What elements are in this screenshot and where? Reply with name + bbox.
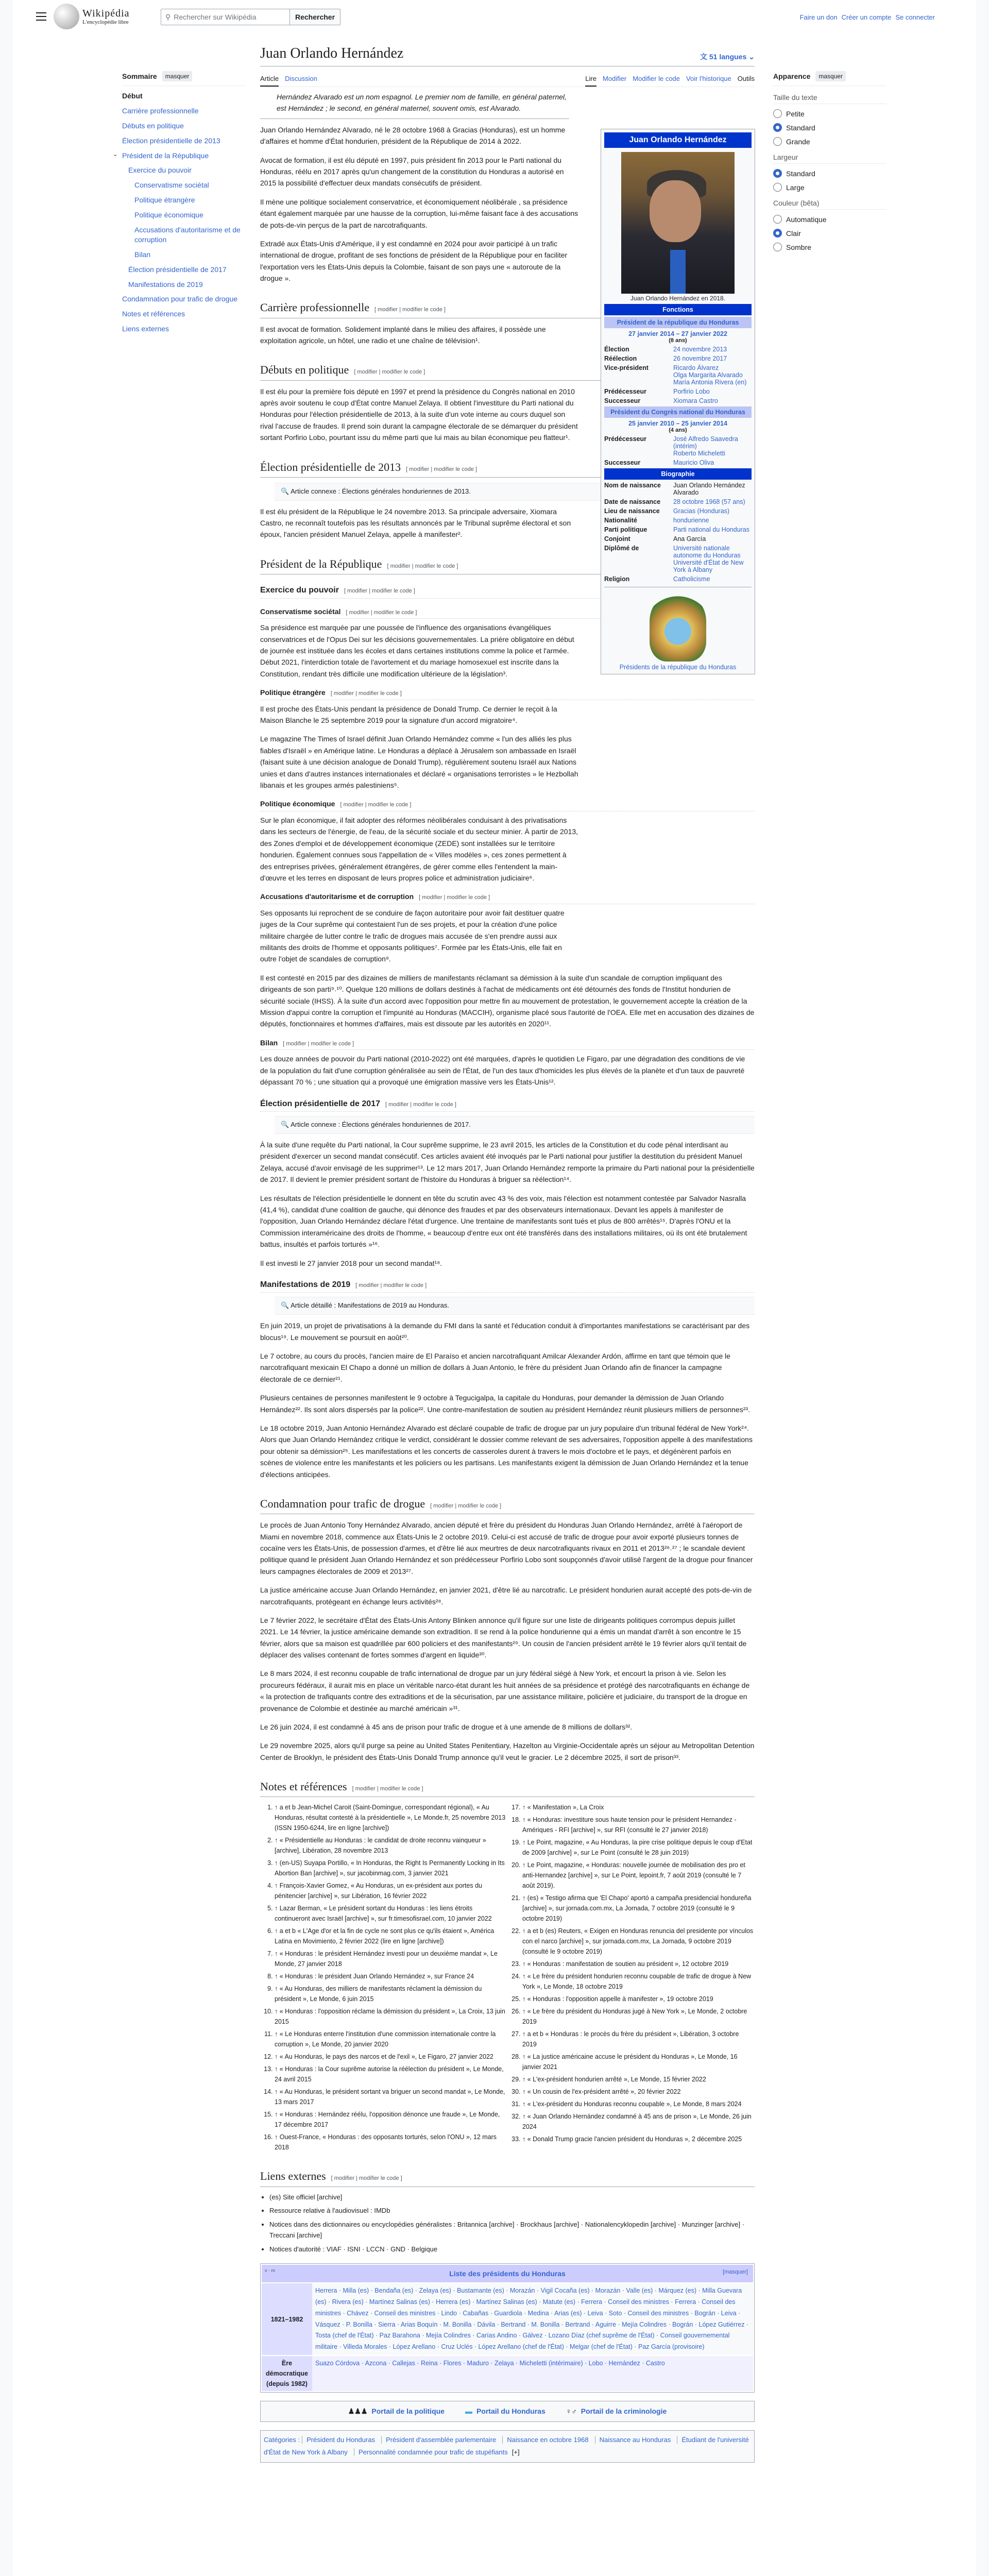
infobox-row xyxy=(604,575,752,583)
reference-item: 33. ↑ « Donald Trump gracie l'ancien président du Honduras », 2 décembre 2025 xyxy=(522,2134,755,2144)
navbox-row xyxy=(262,2283,753,2355)
language-button[interactable]: 文 51 langues ⌄ xyxy=(700,52,755,61)
category-link[interactable]: Naissance en octobre 1968 xyxy=(502,2436,592,2444)
infobox-label: Nom de naissance xyxy=(604,482,661,489)
infobox-row xyxy=(604,507,752,515)
infobox-row xyxy=(604,459,752,466)
radio-label: Standard xyxy=(786,123,815,132)
toc-item[interactable]: Liens externes xyxy=(122,325,169,333)
navbox-presidents xyxy=(260,2263,755,2393)
paragraph: Le magazine The Times of Israel définit Juan Orlando Hernández comme « l'un des alliés les plus fiables d'Israël » en Amérique latine. Le Honduras a déplacé à Jérusalem son ambassade en Israël (faisant suite à une décision analogue de Donald Trump), régulièrement soutenu Israël aux Nations unies et dans d'autres instances internationales et déclaré « organisations terroristes » le Hezbollah libanais et les groupes armés palestiniens⁵. xyxy=(260,735,578,789)
radio-button[interactable] xyxy=(773,229,782,238)
paragraph: Le 26 juin 2024, il est condamné à 45 ans de prison pour trafic de drogue et à une amende de 8 millions de dollars³². xyxy=(260,1723,633,1732)
reference-item: 4. ↑ François-Xavier Gomez, « Au Honduras, un ex-président aux portes du pénitencier [archive] », sur Libération, 16 février 2022 xyxy=(275,1880,507,1901)
wikipedia-logo[interactable] xyxy=(54,4,130,29)
section-title: Conservatisme sociétal xyxy=(260,607,341,616)
portal-label[interactable]: Portail du Honduras xyxy=(476,2407,545,2416)
toc-item[interactable]: Accusations d'autoritarisme et de corruption xyxy=(134,226,241,244)
radio-option[interactable] xyxy=(773,243,886,251)
edit-links[interactable]: [ modifier | modifier le code ] xyxy=(419,894,490,901)
toc-item[interactable]: ⌄ Président de la République xyxy=(113,151,209,160)
paragraph: Sur le plan économique, il fait adopter des réformes néolibérales conduisant à des privatisations dans les secteurs de l'énergie, de l'eau, de la sécurité sociale et du secteur minier. À partir de 2013, des Zones d'emploi et de développement économique (ZEDE) sont installées sur le territoire hondurien. Également connues sous l'appellation de « Villes modèles », ces zones permettent à des entreprises privées, généralement étrangères, de gérer comme elles l'entendent la main-d'œuvre et les terres en disposant de leurs propres police et administration judiciaire⁶. xyxy=(260,816,578,882)
paragraph: Le 18 octobre 2019, Juan Antonio Hernández Alvarado est déclaré coupable de trafic de drogue par un jury populaire d'un tribunal fédéral de New York²⁴. Alors que Juan Orlando Hernández critique le verdict, considérant le dossier comme relevant de ses adversaires, l'opposition appelle à des manifestations pour obtenir sa démission²⁵. Les manifestations et les concerts de casseroles durent à travers le mois d'octobre et le pays, et dégénèrent parfois en scènes de violence entre les manifestants et les policiers ou les partisans. Les manifestants exigent la démission de Juan Orlando Hernández et la tenue d'élections anticipées. xyxy=(260,1424,753,1479)
paragraph: Les résultats de l'élection présidentielle le donnent en tête du scrutin avec 43 % des voix, mais l'élection est notamment contestée par Salvador Nasralla (41,4 %), candidat d'une coalition de gauche, qui dénonce des fraudes et par des observateurs internationaux. Devant les appels à manifester de l'opposition, Juan Orlando Hernández déclare l'état d'urgence. Une trentaine de manifestants sont tués et plus de 800 arrêtés¹⁵. D'après l'ONU et la Commission interaméricaine des droits de l'homme, « beaucoup d'entre eux ont été transférés dans des installations militaires, où ils ont été brutalement battus, insultés et parfois torturés »¹⁶. xyxy=(260,1194,747,1249)
infobox-title: Juan Orlando Hernández xyxy=(604,132,752,148)
office-title[interactable]: Président du Congrès national du Honduras xyxy=(604,406,752,418)
navbox-group-label: Ère démocratique (depuis 1982) xyxy=(262,2356,312,2391)
infobox-section-functions: Fonctions xyxy=(604,304,752,315)
infobox-value: Juan Orlando Hernández Alvarado xyxy=(673,482,745,496)
infobox-row xyxy=(604,545,752,573)
logo-subtitle: L'encyclopédie libre xyxy=(82,19,129,25)
translate-icon: 文 xyxy=(700,53,707,61)
reference-item: 20. ↑ Le Point, magazine, « Honduras: nouvelle journée de mobilisation des pro et anti-Hernandez [archive] », sur Le Point, lepoint.fr, 7 août 2019 (consulté le 7 août 2019). xyxy=(522,1860,755,1891)
toc-item[interactable]: Carrière professionnelle xyxy=(122,106,199,115)
infobox-label: Lieu de naissance xyxy=(604,507,660,515)
globe-icon xyxy=(54,4,79,29)
reference-item: 13. ↑ « Honduras : la Cour suprême autorise la réélection du président », Le Monde, 24 avril 2015 xyxy=(275,2064,507,2084)
criminology-portal-icon: ♀♂ xyxy=(566,2407,577,2416)
infobox-value[interactable]: hondurienne xyxy=(673,517,709,524)
section-heading: Notes et références xyxy=(260,1780,347,1793)
paragraph: Il est contesté en 2015 par des dizaines de milliers de manifestants réclamant sa démission à la suite d'un scandale de corruption impliquant des dirigeants de son parti⁹˒¹⁰. Quelque 120 millions de dollars destinés à l'achat de médicaments ont été détournés des fonds de l'Institut hondurien de sécurité sociale (IHSS). À la suite d'un accord avec l'opposition pour mettre fin au mouvement de protestation, le gouvernement accepte la création de la Mission d'appui contre la corruption et l'impunité au Honduras (MACCIH), organisme placé sous l'autorité de l'OEA. Elle met en accusation des dizaines de députés, fonctionnaires et hommes d'affaires, mais est dissoute par les autorités en 2020¹¹. xyxy=(260,973,755,1028)
related-article-note xyxy=(275,1297,755,1315)
reference-item: 17. ↑ « Manifestation », La Croix xyxy=(522,1802,755,1812)
reference-item: 7. ↑ « Honduras : le président Hernández investi pour un deuxième mandat », Le Monde, 27 janvier 2018 xyxy=(275,1948,507,1969)
portal-label[interactable]: Portail de la criminologie xyxy=(581,2407,667,2416)
external-link-item[interactable]: • Notices d'autorité : VIAF · ISNI · LCCN · GND · Belgique xyxy=(269,2244,755,2255)
tab-action[interactable]: Modifier xyxy=(602,75,627,82)
reference-item: 12. ↑ « Au Honduras, le pays des narcos et de l'exil », Le Figaro, 27 janvier 2022 xyxy=(275,2052,507,2062)
paragraph: Il est investi le 27 janvier 2018 pour un second mandat¹⁸. xyxy=(260,1259,442,1267)
infobox-value[interactable]: 26 novembre 2017 xyxy=(673,355,727,362)
search-form xyxy=(161,9,340,25)
paragraph: Il est proche des États-Unis pendant la présidence de Donald Trump. Ce dernier le reçoit à la Maison Blanche le 25 septembre 2019 pour la signature d'un accord migratoire⁴. xyxy=(260,704,557,725)
infobox-label: Vice-président xyxy=(604,364,649,371)
page-title: Juan Orlando Hernández xyxy=(260,45,404,61)
infobox-row xyxy=(604,526,752,533)
category-link[interactable]: Président du Honduras xyxy=(302,2436,379,2444)
user-link[interactable]: Créer un compte xyxy=(841,13,892,21)
tab-discussion[interactable]: Discussion xyxy=(285,75,317,82)
section-heading xyxy=(260,891,755,904)
toc-title: Sommaire xyxy=(122,72,157,80)
toc-item[interactable]: Début xyxy=(122,92,143,100)
infobox-label: Religion xyxy=(604,575,630,583)
politics-portal-icon: ♟♟♟ xyxy=(348,2407,368,2416)
user-link[interactable]: Se connecter xyxy=(895,13,935,21)
section-heading xyxy=(260,1097,755,1112)
edit-links[interactable]: [ modifier | modifier le code ] xyxy=(430,1502,502,1509)
paragraph: En juin 2019, un projet de privatisations à la demande du FMI dans la santé et l'éducation conduit à d'importantes manifestations se caractérisant par des blocus¹⁹. Le mouvement se poursuit en août²⁰. xyxy=(260,1321,750,1342)
infobox-value[interactable]: Ricardo Álvarez Olga Margarita Alvarado María Antonia Rivera (en) xyxy=(673,364,747,386)
paragraph: Il mène une politique socialement conservatrice, et économiquement néolibérale , sa présidence étant également marquée par une hausse de la corruption, lui-même faisant face à des accusations de pots-de-vin perçus de la part de narcotrafiquants. xyxy=(260,197,578,229)
toc-item[interactable]: Notes et références xyxy=(122,310,185,318)
toc-item[interactable]: Exercice du pouvoir xyxy=(128,166,192,175)
section-title: Exercice du pouvoir xyxy=(260,585,339,595)
toc-item[interactable]: Débuts en politique xyxy=(122,121,184,130)
section-title: Condamnation pour trafic de drogue xyxy=(260,1497,425,1510)
paragraph: Il est élu pour la première fois député en 1997 et prend la présidence du Congrès national en 2010 après avoir soutenu le coup d'État contre Manuel Zelaya. Il obtient l'investiture du Parti national du Honduras pour l'élection présidentielle de 2013, à la suite d'un vote interne au cours duquel son rival l'accuse de fraudes. Il prend soin durant la campagne électorale de se démarquer du président sortant Porfirio Lobo, pourtant issu du même parti que lui mais au bilan économique peu flatteur¹. xyxy=(260,387,578,442)
radio-button[interactable] xyxy=(773,123,782,132)
categories-expand-button[interactable]: [+] xyxy=(511,2448,520,2456)
paragraph: Le 29 novembre 2025, alors qu'il purge sa peine au United States Penitentiary, Hazelton au Virginie-Occidentale après un séjour au Metropolitan Detention Center de Brooklyn, le président des États-Unis Donald Trump annonce qu'il veut le gracier. Le 2 décembre 2025, il sort de prison³³. xyxy=(260,1741,755,1761)
reference-item: 14. ↑ « Au Honduras, le président sortant va briguer un second mandat », Le Monde, 13 mars 2017 xyxy=(275,2087,507,2107)
paragraph: Le 7 février 2022, le secrétaire d'État des États-Unis Antony Blinken annonce qu'il figure sur une liste de dirigeants politiques corrompus depuis juillet 2021. Le 14 février, la justice américaine demande son extradition. Il se rend à la police hondurienne qui a émis un mandat d'arrêt à son encontre le 15 février, alors que sa maison est quadrillée par 600 policiers et des manifestants²⁹. Un cousin de l'ancien président arrêté le 19 février alors qu'il tentait de déplacer des valises contenant de fortes sommes d'argent en liquide³⁰. xyxy=(260,1616,747,1659)
chevron-down-icon[interactable]: ⌄ xyxy=(113,151,118,158)
infobox-label: Parti politique xyxy=(604,526,647,533)
page xyxy=(13,0,976,2576)
related-article-text[interactable]: Article connexe : Élections générales honduriennes de 2017. xyxy=(291,1121,471,1129)
external-link-item[interactable]: • (es) Site officiel [archive] xyxy=(269,2192,755,2203)
infobox-value[interactable]: Mauricio Oliva xyxy=(673,459,714,466)
edit-links[interactable]: [ modifier | modifier le code ] xyxy=(406,466,478,472)
radio-label: Sombre xyxy=(786,243,812,251)
reference-item: 6. ↑ a et b « L'Age d'or et la fin de cycle ne sont plus ce qu'ils étaient », América Latina en Movimiento, 2 février 2022 (lire en ligne [archive]) xyxy=(275,1926,507,1946)
toc-item[interactable]: Conservatisme sociétal xyxy=(134,181,209,190)
toc-item[interactable]: Politique économique xyxy=(134,211,203,219)
infobox-value[interactable]: Gracias (Honduras) xyxy=(673,507,730,515)
tab-action[interactable]: Voir l'historique xyxy=(686,75,731,82)
reference-item: 23. ↑ « Honduras : manifestation de soutien au président », 12 octobre 2019 xyxy=(522,1959,755,1969)
reference-item: 21. ↑ (es) « Testigo afirma que 'El Chapo' aportó a campaña presidencial hondureña [archive] », sur jornada.com.mx, La Jornada, 7 octobre 2019 (consulté le 9 octobre 2019) xyxy=(522,1893,755,1924)
navbox-vm-links[interactable]: v · m xyxy=(265,2267,275,2273)
reference-item: 30. ↑ « Un cousin de l'ex-président arrêté », 20 février 2022 xyxy=(522,2087,755,2097)
radio-button[interactable] xyxy=(773,183,782,192)
category-link[interactable]: Président d'assemblée parlementaire xyxy=(381,2436,500,2444)
radio-button[interactable] xyxy=(773,109,782,118)
toc-item[interactable]: Politique étrangère xyxy=(134,196,195,205)
edit-links[interactable]: [ modifier | modifier le code ] xyxy=(283,1040,354,1047)
reference-item: 2. ↑ « Présidentielle au Honduras : le candidat de droite reconnu vainqueur » [archive], Libération, 28 novembre 2013 xyxy=(275,1835,507,1856)
edit-links[interactable]: [ modifier | modifier le code ] xyxy=(331,2175,402,2182)
page-tabs xyxy=(260,66,755,87)
infobox-row xyxy=(604,364,752,386)
infobox-row xyxy=(604,435,752,457)
edit-links[interactable]: [ modifier | modifier le code ] xyxy=(330,690,402,697)
infobox-label: Date de naissance xyxy=(604,498,661,505)
paragraph: Juan Orlando Hernández Alvarado, né le 28 octobre 1968 à Gracias (Honduras), est un homme d'affaires et homme d'État hondurien, président de la République de 2014 à 2022. xyxy=(260,125,566,146)
infobox-value[interactable]: José Alfredo Saavedra (intérim) Roberto Micheletti xyxy=(673,435,738,457)
radio-option[interactable] xyxy=(773,183,886,192)
magnifier-icon: 🔍 xyxy=(281,1121,291,1129)
section-title: Manifestations de 2019 xyxy=(260,1280,351,1289)
infobox-value: Ana García xyxy=(673,535,706,543)
search-placeholder: Rechercher sur Wikipédia xyxy=(174,13,257,21)
navbox-title[interactable]: Liste des présidents du Honduras xyxy=(449,2269,566,2278)
reference-item: 24. ↑ « Le frère du président hondurien reconnu coupable de trafic de drogue à New York », Le Monde, 18 octobre 2019 xyxy=(522,1971,755,1992)
navbox-group-label: 1821–1982 xyxy=(262,2283,312,2355)
infobox-label: Successeur xyxy=(604,459,641,466)
paragraph: La justice américaine accuse Juan Orlando Hernández, en janvier 2021, d'être lié au narcotrafic. Le président hondurien aurait accepté des pots-de-vin de narcotrafiquants, protégeant en échange leurs activités²⁸. xyxy=(260,1586,752,1606)
reference-item: 10. ↑ « Honduras : l'opposition réclame la démission du président », La Croix, 13 juin 2015 xyxy=(275,2006,507,2027)
section-heading: Liens externes xyxy=(260,2170,326,2183)
section-heading xyxy=(260,1278,755,1293)
edit-links[interactable]: [ modifier | modifier le code ] xyxy=(346,609,417,616)
infobox-row xyxy=(604,355,752,362)
honduras-flag-icon: ▬ xyxy=(465,2407,472,2416)
toc-item[interactable]: Manifestations de 2019 xyxy=(128,280,203,289)
appearance-panel xyxy=(773,71,886,257)
infobox-row xyxy=(604,388,752,395)
section-title: Élection présidentielle de 2017 xyxy=(260,1099,380,1108)
infobox-footer-link[interactable]: Présidents de la république du Honduras xyxy=(619,664,737,671)
paragraph: Les douze années de pouvoir du Parti national (2010-2022) ont été marquées, d'après le quotidien Le Figaro, par une dégradation des conditions de vie de la population du fait d'une corruption généralisée au sein de l'État, de l'un des taux d'homicides les plus élevés de la planète et d'un taux de pauvreté dépassant 70 % ; une situation qui a provoqué une émigration massive vers les États-Unis¹². xyxy=(260,1055,745,1087)
main-menu-icon[interactable] xyxy=(36,12,46,21)
section-title: Accusations d'autoritarisme et de corruption xyxy=(260,892,414,901)
external-link-item[interactable]: • Notices dans des dictionnaires ou encyclopédies généralistes : Britannica [archive] · Brockhaus [archive] · Nationalencyklopedin [archive] · Munzinger [archive] · Treccani [archive] xyxy=(269,2219,755,2241)
category-link[interactable]: Étudiant de l'université d'État de New York à Albany xyxy=(264,2435,749,2456)
option-group-label: Largeur xyxy=(773,151,886,164)
navbox-list[interactable]: Suazo Córdova · Azcona · Callejas · Reina · Flores · Maduro · Zelaya · Micheletti (intérimaire) · Lobo · Hernández · Castro xyxy=(312,2356,753,2391)
category-link[interactable]: Naissance au Honduras xyxy=(595,2436,675,2444)
infobox-label: Réélection xyxy=(604,355,637,362)
radio-option[interactable] xyxy=(773,229,886,238)
reference-item: 15. ↑ « Honduras : Hernández réélu, l'opposition dénonce une fraude », Le Monde, 17 décembre 2017 xyxy=(275,2109,507,2130)
infobox-label: Conjoint xyxy=(604,535,630,543)
reference-item: 27. ↑ a et b « Honduras : le procès du frère du président », Libération, 3 octobre 2019 xyxy=(522,2029,755,2049)
infobox-value[interactable]: Parti national du Honduras xyxy=(673,526,750,533)
radio-option[interactable] xyxy=(773,123,886,132)
reference-item: 11. ↑ « Le Honduras enterre l'institution d'une commission internationale contre la corruption », Le Monde, 20 janvier 2020 xyxy=(275,2029,507,2049)
edit-links[interactable]: [ modifier | modifier le code ] xyxy=(374,307,446,313)
reference-item: 25. ↑ « Honduras : l'opposition appelle à manifester », 19 octobre 2019 xyxy=(522,1994,755,2004)
portal-link[interactable] xyxy=(348,2405,445,2417)
section-title: Bilan xyxy=(260,1038,278,1047)
search-button[interactable]: Rechercher xyxy=(289,9,340,25)
reference-item: 29. ↑ « L'ex-président hondurien arrêté », Le Monde, 15 février 2022 xyxy=(522,2074,755,2084)
reference-item: 26. ↑ « Le frère du président du Honduras jugé à New York », Le Monde, 2 octobre 2019 xyxy=(522,2006,755,2027)
related-article-note xyxy=(275,1116,755,1134)
section-title: Politique économique xyxy=(260,800,335,808)
infobox-row xyxy=(604,397,752,404)
infobox-value[interactable]: Université nationale autonome du Honduras Université d'État de New York à Albany xyxy=(673,545,744,573)
section-title: Débuts en politique xyxy=(260,363,349,377)
edit-links[interactable]: [ modifier | modifier le code ] xyxy=(354,369,425,376)
section-title: Président de la République xyxy=(260,557,382,570)
infobox-label: Successeur xyxy=(604,397,641,404)
appearance-hide-button[interactable]: masquer xyxy=(815,71,846,81)
radio-option[interactable] xyxy=(773,169,886,178)
office-title[interactable]: Président de la république du Honduras xyxy=(604,317,752,328)
office-duration: (4 ans) xyxy=(669,427,687,433)
radio-label: Grande xyxy=(786,137,810,146)
infobox-value[interactable]: Catholicisme xyxy=(673,575,710,583)
radio-label: Automatique xyxy=(786,215,827,224)
section-heading xyxy=(260,1037,755,1050)
category-link[interactable]: Personnalité condamnée pour trafic de stupéfiants xyxy=(354,2448,512,2456)
paragraph: Ses opposants lui reprochent de se conduire de façon autoritaire pour avoir fait destituer quatre juges de la Cour suprême qui contestaient l'un de ses projets, et pour la création d'une police militaire chargée de lutter contre le trafic de drogues mais accusée de s'en prendre aussi aux militants des droits de l'homme et opposants politiques⁷. Formée par les États-Unis, elle fait en outre l'objet de scandales de corruption⁸. xyxy=(260,908,565,963)
infobox-row xyxy=(604,482,752,496)
portrait-caption: Juan Orlando Hernández en 2018. xyxy=(630,295,726,302)
section-heading xyxy=(260,798,755,811)
section-title: Carrière professionnelle xyxy=(260,301,369,314)
infobox-row xyxy=(604,517,752,524)
section-title: Politique étrangère xyxy=(260,688,326,697)
radio-button[interactable] xyxy=(773,169,782,178)
portals-bar xyxy=(260,2401,755,2421)
reference-item: 16. ↑ Ouest-France, « Honduras : des opposants torturés, selon l'ONU », 12 mars 2018 xyxy=(275,2132,507,2153)
section-title: Élection présidentielle de 2013 xyxy=(260,460,401,473)
paragraph: Plusieurs centaines de personnes manifestent le 9 octobre à Tegucigalpa, la capitale du Honduras, pour demander la démission de Juan Orlando Hernández²². Ils sont alors dispersés par la police²². Une contre-manifestation de soutien au président Hernández réunit plusieurs milliers de personnes²³. xyxy=(260,1394,750,1414)
paragraph: Il est élu président de la République le 24 novembre 2013. Sa principale adversaire, Xiomara Castro, ne reconnaît toutefois pas les résultats annoncés par le Tribunal suprême électoral et son époux, l'ancien président Manuel Zelaya, appelle à manifester². xyxy=(260,507,571,539)
edit-links[interactable]: [ modifier | modifier le code ] xyxy=(387,563,458,569)
toc-item[interactable]: Élection présidentielle de 2013 xyxy=(122,136,220,145)
portal-link[interactable] xyxy=(465,2405,545,2417)
reference-item: 3. ↑ (en-US) Suyapa Portillo, « In Honduras, the Right Is Permanently Locking in Its Abortion Ban [archive] », sur jacobinmag.com, 3 janvier 2021 xyxy=(275,1858,507,1878)
edit-links[interactable]: [ modifier | modifier le code ] xyxy=(355,1282,427,1289)
infobox-value[interactable]: Porfirio Lobo xyxy=(673,388,710,395)
paragraph: Extradé aux États-Unis d'Amérique, il y est condamné en 2024 pour avoir participé à un trafic international de drogue, profitant de ses fonctions de président de la République pour en faciliter l'exportation vers les États-Unis depuis la Colombie, faisant de son pays une « autoroute de la drogue ». xyxy=(260,239,568,283)
search-icon: ⚲ xyxy=(165,12,171,21)
paragraph: Le 8 mars 2024, il est reconnu coupable de trafic international de drogue par un jury fédéral siégé à New York, et encourt la prison à vie. Selon les procureurs fédéraux, il aurait mis en place un véritable narco-état durant les huit années de sa présidence et protégé des narcotrafiquants en échange de « la protection de trafiquants contre des extraditions et de la sécurisation, par une assistance militaire, policière et judiciaire, du transport de la drogue en provenance de Colombie et destinée au marché américain »³¹. xyxy=(260,1669,750,1713)
infobox-label: Prédécesseur xyxy=(604,435,647,443)
reference-item: 5. ↑ Lazar Berman, « Le président sortant du Honduras : les liens étroits continueront avec Israël [archive] », sur fr.timesofisrael.com, 10 janvier 2022 xyxy=(275,1903,507,1924)
infobox-row xyxy=(604,346,752,353)
radio-button[interactable] xyxy=(773,137,782,146)
office-dates[interactable]: 25 janvier 2010 – 25 janvier 2014 xyxy=(628,420,727,427)
coat-of-arms-image[interactable] xyxy=(650,595,706,662)
section-heading xyxy=(260,1495,755,1514)
toc-item[interactable]: Élection présidentielle de 2017 xyxy=(128,265,227,274)
reference-item: 1. ↑ a et b Jean-Michel Caroit (Saint-Domingue, correspondant régional), « Au Honduras, résultat contesté à la présidentielle », Le Monde.fr, 25 novembre 2013 (ISSN 1950-6244, lire en ligne [archive]) xyxy=(275,1802,507,1833)
user-link[interactable]: Faire un don xyxy=(799,13,838,21)
external-link-item[interactable]: • Ressource relative à l'audiovisuel : IMDb xyxy=(269,2206,755,2216)
navbox-list[interactable]: Herrera · Milla (es) · Bendaña (es) · Zelaya (es) · Bustamante (es) · Morazán · Vigil Cocaña (es) · Morazán · Valle (es) · Márquez (es) · Milla Guevara (es) · Rivera (es) · Martínez Salinas (es) · Herrera (es) · Martínez Salinas (es) · Matute (es) · Ferrera · Conseil des ministres · Ferrera · Conseil des ministres · Chávez · Conseil des ministres · Lindo · Cabañas · Guardiola · Medina · Arias (es) · Leiva · Soto · Conseil des ministres · Bográn · Leiva · Vásquez · P. Bonilla · Sierra · Arias Boquín · M. Bonilla · Dávila · Bertrand · M. Bonilla · Bertrand · Aguirre · Mejía Colindres · Bográn · López Gutiérrez · Tosta (chef de l'État) · Paz Barahona · Mejía Colindres · Carías Andino · Gálvez · Lozano Díaz (chef suprême de l'État) · Conseil gouvernemental militaire · Villeda Morales · López Arellano · Cruz Uclés · López Arellano (chef de l'État) · Melgar (chef de l'État) · Paz García (provisoire) xyxy=(312,2283,753,2355)
reference-item: 28. ↑ « La justice américaine accuse le président du Honduras », Le Monde, 16 janvier 2021 xyxy=(522,2052,755,2072)
search-input[interactable] xyxy=(161,9,289,25)
portal-link[interactable] xyxy=(566,2405,667,2417)
categories-label[interactable]: Catégories : xyxy=(264,2435,300,2444)
paragraph: Il est avocat de formation. Solidement implanté dans le milieu des affaires, il possède une exploitation agricole, un hôtel, une radio et une chaîne de télévision¹. xyxy=(260,325,546,345)
radio-option[interactable] xyxy=(773,215,886,224)
radio-label: Standard xyxy=(786,169,815,178)
logo-title: Wikipédia xyxy=(82,7,130,19)
edit-links[interactable]: [ modifier | modifier le code ] xyxy=(340,802,412,808)
reference-item: 31. ↑ « L'ex-président du Honduras reconnu coupable », Le Monde, 8 mars 2024 xyxy=(522,2099,755,2109)
section-heading xyxy=(260,687,755,700)
infobox-row xyxy=(604,535,752,543)
tab-article[interactable]: Article xyxy=(260,75,279,87)
radio-label: Petite xyxy=(786,109,805,118)
navbox-row xyxy=(262,2356,753,2391)
infobox-label: Prédécesseur xyxy=(604,388,647,395)
paragraph: Avocat de formation, il est élu député en 1997, puis président fin 2013 pour le Parti national du Honduras, réélu en 2017 après qu'un changement de la constitution du Honduras a autorisé en 2015 la possibilité d'effectuer deux mandats consécutifs de président. xyxy=(260,156,564,188)
infobox-label: Nationalité xyxy=(604,517,637,524)
radio-button[interactable] xyxy=(773,215,782,224)
tab-action[interactable]: Lire xyxy=(585,75,596,87)
magnifier-icon: 🔍 xyxy=(281,1301,291,1310)
edit-links[interactable]: [ modifier | modifier le code ] xyxy=(352,1786,423,1792)
edit-links[interactable]: [ modifier | modifier le code ] xyxy=(344,587,415,594)
paragraph: Le procès de Juan Antonio Tony Hernández Alvarado, ancien député et frère du président du Honduras Juan Orlando Hernández, arrêté à l'aéroport de Miami en novembre 2018, commence aux États-Unis le 2 octobre 2019. Celui-ci est accusé de trafic de drogue pour avoir exporté plusieurs tonnes de cocaïne vers les États-Unis, de possession d'armes, et d'être lié aux meurtres de deux narcotrafiquants rivaux en 2011 et 2013²⁶˒²⁷ ; le scandale devient politique quand le président Juan Orlando Hernández et son prédécesseur Porfirio Lobo sont soupçonnés d'avoir utilisé l'argent de la drogue pour financer leurs campagnes électorales de 2009 et 2013²⁷. xyxy=(260,1521,753,1575)
infobox-value[interactable]: 28 octobre 1968 (57 ans) xyxy=(673,498,745,505)
reference-item: 19. ↑ Le Point, magazine, « Au Honduras, la pire crise politique depuis le coup d'Etat de 2009 [archive] », sur Le Point (consulté le 28 juin 2019) xyxy=(522,1837,755,1858)
reference-item: 22. ↑ a et b (es) Reuters, « Exigen en Honduras renuncia del presidente por vínculos con el narco [archive] », sur jornada.com.mx, La Jornada, 9 octobre 2019 (consulté le 9 octobre 2019) xyxy=(522,1926,755,1957)
office-dates[interactable]: 27 janvier 2014 – 27 janvier 2022 xyxy=(628,330,727,337)
paragraph: Le 7 octobre, au cours du procès, l'ancien maire de El Paraíso et ancien narcotrafiquant Amilcar Alexander Ardón, affirme en tant que témoin que le narcotrafiquant mexicain El Chapo a donné un million de dollars à Juan Antonio, le frère du président Juan Orlando afin de financer la campagne électorale de ce dernier²¹. xyxy=(260,1352,730,1383)
infobox-value[interactable]: 24 novembre 2013 xyxy=(673,346,727,353)
radio-label: Large xyxy=(786,183,805,192)
infobox-label: Diplômé de xyxy=(604,545,639,552)
tab-action[interactable]: Outils xyxy=(737,75,755,82)
infobox-row xyxy=(604,498,752,505)
toc-item[interactable]: Condamnation pour trafic de drogue xyxy=(122,295,238,303)
site-header xyxy=(13,0,976,33)
toc-hide-button[interactable]: masquer xyxy=(162,71,193,81)
magnifier-icon: 🔍 xyxy=(281,487,291,495)
toc-item[interactable]: Bilan xyxy=(134,250,151,259)
table-of-contents xyxy=(113,71,246,339)
option-group-label: Couleur (bêta) xyxy=(773,197,886,210)
portrait-image[interactable] xyxy=(621,152,735,294)
paragraph: À la suite d'une requête du Parti national, la Cour suprême supprime, le 23 avril 2015, les articles de la Constitution et du code pénal interdisant au président d'exercer un second mandat consécutif. Ces articles avaient été invoqués par le Parti national pour justifier la destitution du président Manuel Zelaya, accusé d'avoir envisagé de les supprimer¹³. Le 12 mars 2017, Juan Orlando Hernández remporte la primaire du Parti national pour la présidentielle de 2017. Il devient le premier président sortant de l'histoire du Honduras à briguer sa réélection¹⁴. xyxy=(260,1140,755,1184)
hatnote: Hernández Alvarado est un nom espagnol. Le premier nom de famille, en général paternel, est Hernández ; le second, en général maternel, souvent omis, est Alvarado. xyxy=(260,87,569,119)
reference-item: 18. ↑ « Honduras: investiture sous haute tension pour le président Hernandez - Amériques - RFI [archive] », sur RFI (consulté le 27 janvier 2018) xyxy=(522,1815,755,1835)
option-group-label: Taille du texte xyxy=(773,91,886,104)
reference-item: 8. ↑ « Honduras : le président Juan Orlando Hernández », sur France 24 xyxy=(275,1971,507,1981)
user-links xyxy=(800,13,935,21)
appearance-title: Apparence xyxy=(773,72,811,80)
radio-option[interactable] xyxy=(773,137,886,146)
related-article-text[interactable]: Article connexe : Élections générales honduriennes de 2013. xyxy=(291,487,471,495)
portal-label[interactable]: Portail de la politique xyxy=(371,2407,445,2416)
radio-option[interactable] xyxy=(773,109,886,118)
radio-button[interactable] xyxy=(773,243,782,251)
infobox-label: Élection xyxy=(604,346,629,353)
infobox-section-biography: Biographie xyxy=(604,468,752,480)
edit-links[interactable]: [ modifier | modifier le code ] xyxy=(385,1101,456,1108)
office-duration: (8 ans) xyxy=(669,337,687,344)
reference-item: 32. ↑ « Juan Orlando Hernández condamné à 45 ans de prison », Le Monde, 26 juin 2024 xyxy=(522,2111,755,2132)
tab-action[interactable]: Modifier le code xyxy=(633,75,680,82)
navbox-hide-button[interactable]: [masquer] xyxy=(723,2268,748,2275)
related-article-text[interactable]: Article détaillé : Manifestations de 2019 au Honduras. xyxy=(291,1301,449,1310)
infobox xyxy=(601,129,755,674)
infobox-value[interactable]: Xiomara Castro xyxy=(673,397,718,404)
reference-item: 9. ↑ « Au Honduras, des milliers de manifestants réclament la démission du président », Le Monde, 6 juin 2015 xyxy=(275,1984,507,2004)
external-links-list xyxy=(260,2192,755,2255)
chevron-down-icon: ⌄ xyxy=(748,52,755,61)
categories-box xyxy=(260,2430,755,2463)
radio-label: Clair xyxy=(786,229,801,238)
paragraph: Sa présidence est marquée par une poussée de l'influence des organisations évangéliques conservatrices et de l'Opus Dei sur les décisions gouvernementales. La prière obligatoire en début de journée est instituée dans les écoles et dans certaines institutions comme la police et l'armée. Début 2021, l'interdiction totale de l'avortement et du mariage homosexuel est inscrite dans la Constitution, rendant très difficile une modification ultérieure de la législation³. xyxy=(260,623,574,678)
references-list xyxy=(260,1802,755,2153)
